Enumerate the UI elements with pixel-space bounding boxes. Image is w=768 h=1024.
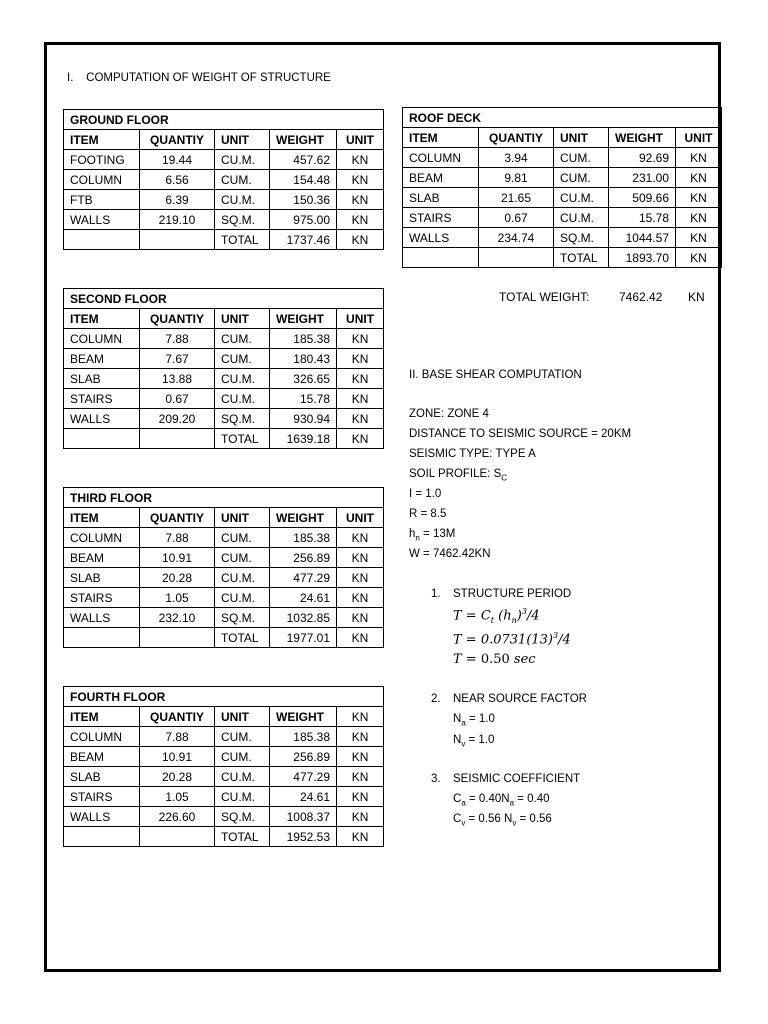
quantity-cell: 20.28 [140,568,215,588]
col-header: KN [337,707,384,727]
item-cell: COLUMN [64,329,140,349]
ca-line: $C_a = 0.40N_a = 0.40$ [453,793,550,808]
weight-cell: 24.61 [270,588,337,608]
weight-unit-cell: KN [337,807,384,827]
quantity-cell: 3.94 [479,148,554,168]
table-row [64,528,384,548]
weight-cell: 326.65 [270,369,337,389]
weight-unit-cell: KN [337,588,384,608]
unit-cell: CUM. [554,168,609,188]
col-header: WEIGHT [270,309,337,329]
item-cell: COLUMN [403,148,479,168]
quantity-cell: 209.20 [140,409,215,429]
unit-cell: CUM. [215,727,270,747]
unit-cell: CUM. [215,548,270,568]
total-unit: KN [337,827,384,847]
table-row [403,148,722,168]
item-cell: WALLS [403,228,479,248]
unit-cell: CU.M. [554,208,609,228]
nv-line: $N_v = 1.0$ [453,734,495,749]
roof-deck-table [402,107,722,268]
section-2-title: II. BASE SHEAR COMPUTATION [409,369,582,381]
weight-line: W = 7462.42KN [409,548,491,560]
weight-cell: 1008.37 [270,807,337,827]
period-result: T = 0.50 sec [453,652,536,667]
weight-cell: 92.69 [609,148,676,168]
weight-cell: 975.00 [270,210,337,230]
col-header: WEIGHT [270,707,337,727]
col-header: ITEM [64,309,140,329]
weight-cell: 15.78 [609,208,676,228]
table-title: THIRD FLOOR [64,488,384,508]
col-header: UNIT [676,128,722,148]
table-row [64,727,384,747]
quantity-cell: 20.28 [140,767,215,787]
weight-unit-cell: KN [337,608,384,628]
seismic-type-line: SEISMIC TYPE: TYPE A [409,448,536,460]
quantity-cell: 6.39 [140,190,215,210]
col-header: UNIT [215,508,270,528]
item-cell: BEAM [64,747,140,767]
item-cell: BEAM [64,349,140,369]
quantity-cell: 7.88 [140,528,215,548]
total-weight-value: 7462.42 [619,290,663,304]
near-source-title: NEAR SOURCE FACTOR [453,693,587,705]
col-header: UNIT [554,128,609,148]
table-title: ROOF DECK [403,108,722,128]
total-unit: KN [676,248,722,268]
weight-cell: 150.36 [270,190,337,210]
cv-line: $C_v = 0.56$ $N_v = 0.56$ [453,813,552,828]
total-row [403,248,722,268]
weight-cell: 180.43 [270,349,337,369]
col-header: UNIT [215,309,270,329]
item-cell: FOOTING [64,150,140,170]
weight-unit-cell: KN [337,170,384,190]
seismic-coeff-number: 3. [431,773,441,785]
weight-unit-cell: KN [676,188,722,208]
table-title: SECOND FLOOR [64,289,384,309]
document-page [44,42,721,972]
weight-unit-cell: KN [676,228,722,248]
unit-cell: CUM. [215,528,270,548]
ground-floor-table [63,109,384,250]
weight-cell: 1032.85 [270,608,337,628]
total-unit: KN [337,429,384,449]
weight-cell: 256.89 [270,548,337,568]
quantity-cell: 6.56 [140,170,215,190]
total-value: 1893.70 [609,248,676,268]
total-value: 1952.53 [270,827,337,847]
item-cell: COLUMN [64,528,140,548]
item-cell: WALLS [64,608,140,628]
unit-cell: CU.M. [215,150,270,170]
table-row [64,588,384,608]
item-cell: FTB [64,190,140,210]
unit-cell: CU.M. [215,787,270,807]
col-header: ITEM [403,128,479,148]
weight-cell: 477.29 [270,568,337,588]
period-number: 1. [431,588,441,600]
col-header: QUANTIY [140,508,215,528]
table-row [64,389,384,409]
item-cell: STAIRS [64,787,140,807]
weight-cell: 1044.57 [609,228,676,248]
weight-cell: 231.00 [609,168,676,188]
weight-cell: 15.78 [270,389,337,409]
unit-cell: CU.M. [554,188,609,208]
quantity-cell: 226.60 [140,807,215,827]
table-row [64,787,384,807]
item-cell: COLUMN [64,727,140,747]
unit-cell: CU.M. [215,568,270,588]
table-row [64,369,384,389]
item-cell: SLAB [64,568,140,588]
soil-profile-line: SOIL PROFILE: $S_C$ [409,468,508,483]
table-row [403,228,722,248]
table-row [64,190,384,210]
na-line: $N_a = 1.0$ [453,713,495,728]
table-row [64,329,384,349]
weight-unit-cell: KN [337,369,384,389]
col-header: UNIT [215,707,270,727]
second-floor-table [63,288,384,449]
unit-cell: SQ.M. [215,807,270,827]
quantity-cell: 1.05 [140,787,215,807]
quantity-cell: 9.81 [479,168,554,188]
quantity-cell: 0.67 [140,389,215,409]
weight-cell: 477.29 [270,767,337,787]
total-label: TOTAL [554,248,609,268]
quantity-cell: 1.05 [140,588,215,608]
weight-cell: 509.66 [609,188,676,208]
weight-unit-cell: KN [676,148,722,168]
r-value-line: R = 8.5 [409,508,447,520]
item-cell: BEAM [64,548,140,568]
item-cell: SLAB [64,767,140,787]
unit-cell: CUM. [215,170,270,190]
weight-unit-cell: KN [337,349,384,369]
weight-unit-cell: KN [337,548,384,568]
unit-cell: CUM. [554,148,609,168]
table-row [64,767,384,787]
distance-line: DISTANCE TO SEISMIC SOURCE = 20KM [409,428,632,440]
table-row [64,210,384,230]
table-row [64,568,384,588]
total-value: 1737.46 [270,230,337,250]
unit-cell: SQ.M. [215,608,270,628]
table-row [64,349,384,369]
item-cell: BEAM [403,168,479,188]
quantity-cell: 219.10 [140,210,215,230]
table-row [403,208,722,228]
total-label: TOTAL [215,628,270,648]
col-header: ITEM [64,130,140,150]
quantity-cell: 0.67 [479,208,554,228]
unit-cell: CU.M. [215,767,270,787]
item-cell: STAIRS [403,208,479,228]
col-header: UNIT [337,130,384,150]
weight-unit-cell: KN [337,767,384,787]
total-unit: KN [337,628,384,648]
weight-unit-cell: KN [676,208,722,228]
unit-cell: SQ.M. [215,409,270,429]
unit-cell: CU.M. [215,588,270,608]
item-cell: WALLS [64,409,140,429]
weight-unit-cell: KN [337,409,384,429]
weight-unit-cell: KN [337,528,384,548]
quantity-cell: 19.44 [140,150,215,170]
section-1-title: I. COMPUTATION OF WEIGHT OF STRUCTURE [67,72,331,84]
quantity-cell: 232.10 [140,608,215,628]
item-cell: SLAB [403,188,479,208]
col-header: WEIGHT [609,128,676,148]
col-header: WEIGHT [270,508,337,528]
hn-line: $h_n = 13M$ [409,528,456,543]
total-weight-unit: KN [688,290,705,304]
weight-unit-cell: KN [676,168,722,188]
weight-unit-cell: KN [337,747,384,767]
col-header: QUANTIY [140,130,215,150]
weight-cell: 24.61 [270,787,337,807]
table-title: GROUND FLOOR [64,110,384,130]
col-header: UNIT [337,508,384,528]
weight-cell: 154.48 [270,170,337,190]
weight-cell: 185.38 [270,528,337,548]
weight-cell: 256.89 [270,747,337,767]
weight-unit-cell: KN [337,150,384,170]
total-row [64,827,384,847]
quantity-cell: 7.88 [140,329,215,349]
total-unit: KN [337,230,384,250]
col-header: ITEM [64,707,140,727]
quantity-cell: 10.91 [140,747,215,767]
unit-cell: CU.M. [215,369,270,389]
weight-unit-cell: KN [337,727,384,747]
period-substitution: $T = 0.0731(13)^3/4$ [453,631,571,648]
third-floor-table [63,487,384,648]
fourth-floor-table [63,686,384,847]
unit-cell: CU.M. [215,389,270,409]
table-title: FOURTH FLOOR [64,687,384,707]
unit-cell: SQ.M. [554,228,609,248]
unit-cell: CUM. [215,349,270,369]
unit-cell: CUM. [215,747,270,767]
weight-cell: 930.94 [270,409,337,429]
importance-line: I = 1.0 [409,488,442,500]
table-row [64,548,384,568]
item-cell: SLAB [64,369,140,389]
total-row [64,230,384,250]
quantity-cell: 13.88 [140,369,215,389]
weight-unit-cell: KN [337,190,384,210]
col-header: UNIT [215,130,270,150]
item-cell: COLUMN [64,170,140,190]
unit-cell: CU.M. [215,190,270,210]
total-row [64,429,384,449]
total-weight-label: TOTAL WEIGHT: [499,290,590,304]
table-row [403,168,722,188]
seismic-coeff-title: SEISMIC COEFFICIENT [453,773,581,785]
weight-cell: 185.38 [270,727,337,747]
unit-cell: CUM. [215,329,270,349]
total-row [64,628,384,648]
weight-unit-cell: KN [337,210,384,230]
item-cell: STAIRS [64,389,140,409]
weight-unit-cell: KN [337,389,384,409]
col-header: QUANTIY [140,309,215,329]
unit-cell: SQ.M. [215,210,270,230]
total-value: 1977.01 [270,628,337,648]
item-cell: WALLS [64,210,140,230]
weight-unit-cell: KN [337,568,384,588]
item-cell: WALLS [64,807,140,827]
zone-line: ZONE: ZONE 4 [409,408,489,420]
col-header: WEIGHT [270,130,337,150]
table-row [403,188,722,208]
table-row [64,409,384,429]
col-header: ITEM [64,508,140,528]
weight-cell: 185.38 [270,329,337,349]
table-row [64,608,384,628]
table-row [64,170,384,190]
total-label: TOTAL [215,827,270,847]
table-row [64,150,384,170]
weight-cell: 457.62 [270,150,337,170]
col-header: QUANTIY [140,707,215,727]
col-header: UNIT [337,309,384,329]
near-source-number: 2. [431,693,441,705]
table-row [64,807,384,827]
quantity-cell: 234.74 [479,228,554,248]
quantity-cell: 21.65 [479,188,554,208]
period-formula: $T = C_t$ $(h_n)^3/4$ [453,607,540,625]
weight-unit-cell: KN [337,787,384,807]
quantity-cell: 7.88 [140,727,215,747]
col-header: QUANTIY [479,128,554,148]
quantity-cell: 7.67 [140,349,215,369]
total-value: 1639.18 [270,429,337,449]
weight-unit-cell: KN [337,329,384,349]
table-row [64,747,384,767]
period-title: STRUCTURE PERIOD [453,588,572,600]
total-label: TOTAL [215,230,270,250]
total-label: TOTAL [215,429,270,449]
item-cell: STAIRS [64,588,140,608]
quantity-cell: 10.91 [140,548,215,568]
